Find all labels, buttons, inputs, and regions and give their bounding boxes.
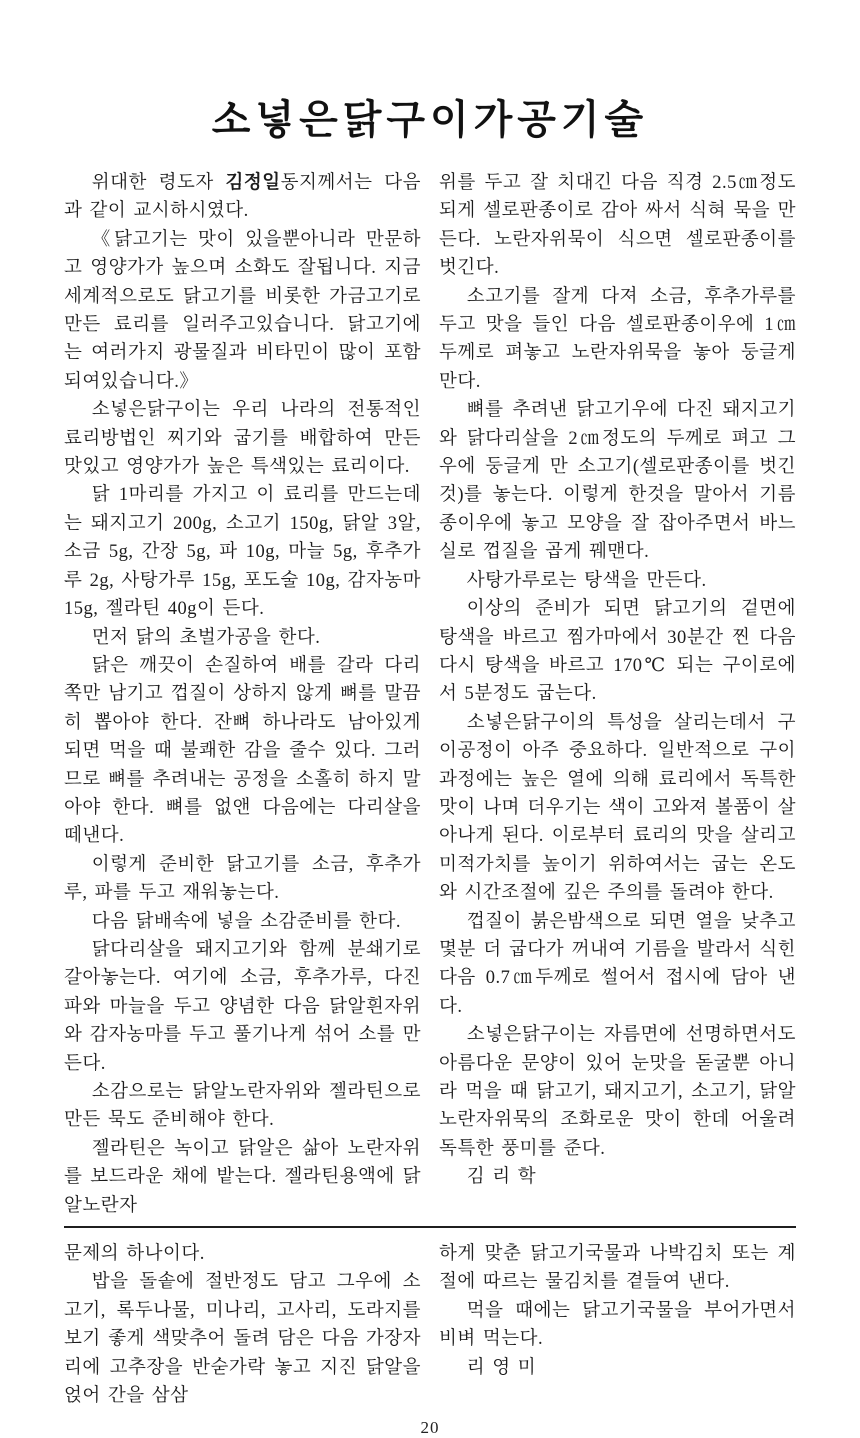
lead-suffix: 동지께서는 다음과 같이 교시하시였다.: [64, 173, 421, 222]
paragraph: 사탕가루로는 탕색을 만든다.: [466, 570, 707, 591]
author-signature: 김 리 학: [466, 1167, 537, 1188]
lead-prefix: 위대한 령도자: [91, 173, 226, 193]
paragraph-continuation: 하게 맞춘 닭고기국물과 나박김치 또는 계절에 따르는 물김치를 곁들여 낸다.: [439, 1244, 796, 1293]
paragraph: 소넣은닭구이는 자름면에 선명하면서도 아름다운 문양이 있어 눈맛을 돋굴뿐 아니라 먹을 때 닭고기, 돼지고기, 소고기, 닭알노란자위묵의 조화로운 맛이 한데 어울려 독특한 풍미를 준다.: [439, 1025, 796, 1159]
leader-name: 김정일: [225, 173, 281, 193]
paragraph: 소넣은닭구이는 우리 나라의 전통적인 료리방법인 찌기와 굽기를 배합하여 만든 맛있고 영양가가 높은 특색있는 료리이다.: [64, 400, 421, 478]
paragraph: 다음 닭배속에 넣을 소감준비를 한다.: [91, 911, 401, 932]
paragraph: 닭다리살을 돼지고기와 함께 분쇄기로 갈아놓는다. 여기에 소금, 후추가루, 다진 파와 마늘을 두고 양념한 다음 닭알흰자위와 감자농마를 두고 풀기나게 섞어 소를 만든다.: [64, 939, 421, 1074]
paragraph-continuation: 문제의 하나이다.: [64, 1244, 205, 1265]
paragraph: 뼈를 추려낸 닭고기우에 다진 돼지고기와 닭다리살을 2㎝정도의 두께로 펴고 그우에 둥글게 만 소고기(셀로판종이를 벗긴것)를 놓는다. 이렇게 한것을 말아서 기름종이우에 놓고 모양을 잘 잡아주면서 바느실로 껍질을 곱게 꿰맨다.: [439, 400, 796, 563]
continued-article-right-column: [439, 1240, 796, 1410]
paragraph: 닭은 깨끗이 손질하여 배를 갈라 다리쪽만 남기고 껍질이 상하지 않게 뼈를 말끔히 뽑아야 한다. 잔뼈 하나라도 남아있게 되면 먹을 때 불쾌한 감을 줄수 있다. 그러므로 뼈를 추려내는 공정을 소홀히 하지 말아야 한다. 뼈를 없앤 다음에는 다리살을 떼낸다.: [64, 655, 422, 847]
author-signature: 리 영 미: [466, 1357, 537, 1378]
paragraph: 《닭고기는 맛이 있을뿐아니라 만문하고 영양가가 높으며 소화도 잘됩니다. 지금 세계적으로도 닭고기를 비롯한 가금고기로 만든 료리를 일러주고있습니다. 닭고기에는 여러가지 광물질과 비타민이 많이 포함되여있습니다.》: [64, 229, 421, 392]
paragraph: 먹을 때에는 닭고기국물을 부어가면서 비벼 먹는다.: [439, 1300, 796, 1350]
paragraph: 껍질이 붉은밤색으로 되면 열을 낮추고 몇분 더 굽다가 꺼내여 기름을 발라서 식힌 다음 0.7㎝두께로 썰어서 접시에 담아 낸다.: [439, 911, 796, 1017]
paragraph: 먼저 닭의 초벌가공을 한다.: [91, 627, 321, 648]
paragraph: 소감으로는 닭알노란자위와 젤라틴으로 만든 묵도 준비해야 한다.: [64, 1082, 421, 1131]
magazine-page: [0, 88, 860, 1438]
main-article-right-column: [439, 169, 796, 1192]
paragraph: 이상의 준비가 되면 닭고기의 겉면에 탕색을 바르고 찜가마에서 30분간 찐 다음 다시 탕색을 바르고 170℃ 되는 구이로에서 5분정도 굽는다.: [439, 599, 796, 705]
paragraph-continuation: 위를 두고 잘 치대긴 다음 직경 2.5㎝정도 되게 셀로판종이로 감아 싸서 식혀 묵을 만든다. 노란자위묵이 식으면 셀로판종이를 벗긴다.: [439, 173, 796, 279]
main-article: [64, 169, 796, 1220]
page-title: 소넣은닭구이가공기술: [211, 98, 649, 142]
paragraph: 닭 1마리를 가지고 이 료리를 만드는데는 돼지고기 200g, 소고기 150g, 닭알 3알, 소금 5g, 간장 5g, 파 10g, 마늘 5g, 후추가루 2g, 사탕가루 15g, 포도술 10g, 감자농마 15g, 젤라틴 40g이 든다.: [64, 485, 421, 620]
continued-article: [64, 1240, 796, 1410]
continued-article-left-column: [64, 1240, 421, 1410]
paragraph: 젤라틴은 녹이고 닭알은 삶아 노란자위를 보드라운 채에 밭는다. 젤라틴용액에 닭알노란자: [64, 1138, 421, 1216]
page-number: 20: [420, 1418, 440, 1438]
lead-paragraph: [64, 169, 421, 226]
paragraph: 밥을 돌솥에 절반정도 담고 그우에 소고기, 록두나물, 미나리, 고사리, 도라지를 보기 좋게 색맞추어 돌려 담은 다음 가장자리에 고추장을 반숟가락 놓고 지진 닭알을 얹어 간을 삼삼: [64, 1272, 421, 1407]
paragraph: 이렇게 준비한 닭고기를 소금, 후추가루, 파를 두고 재워놓는다.: [64, 854, 421, 904]
paragraph: 소고기를 잘게 다져 소금, 후추가루를 두고 맛을 들인 다음 셀로판종이우에 1㎝두께로 펴놓고 노란자위묵을 놓아 둥글게 만다.: [439, 286, 796, 392]
section-divider: [64, 1226, 796, 1228]
paragraph: 소넣은닭구이의 특성을 살리는데서 구이공정이 아주 중요하다. 일반적으로 구이과정에는 높은 열에 의해 료리에서 독특한 맛이 나며 더우기는 색이 고와져 볼품이 살아나게 된다. 이로부터 료리의 맛을 살리고 미적가치를 높이기 위하여서는 굽는 온도와 시간조절에 깊은 주의를 돌려야 한다.: [439, 712, 796, 904]
main-article-left-column: [64, 169, 421, 1220]
